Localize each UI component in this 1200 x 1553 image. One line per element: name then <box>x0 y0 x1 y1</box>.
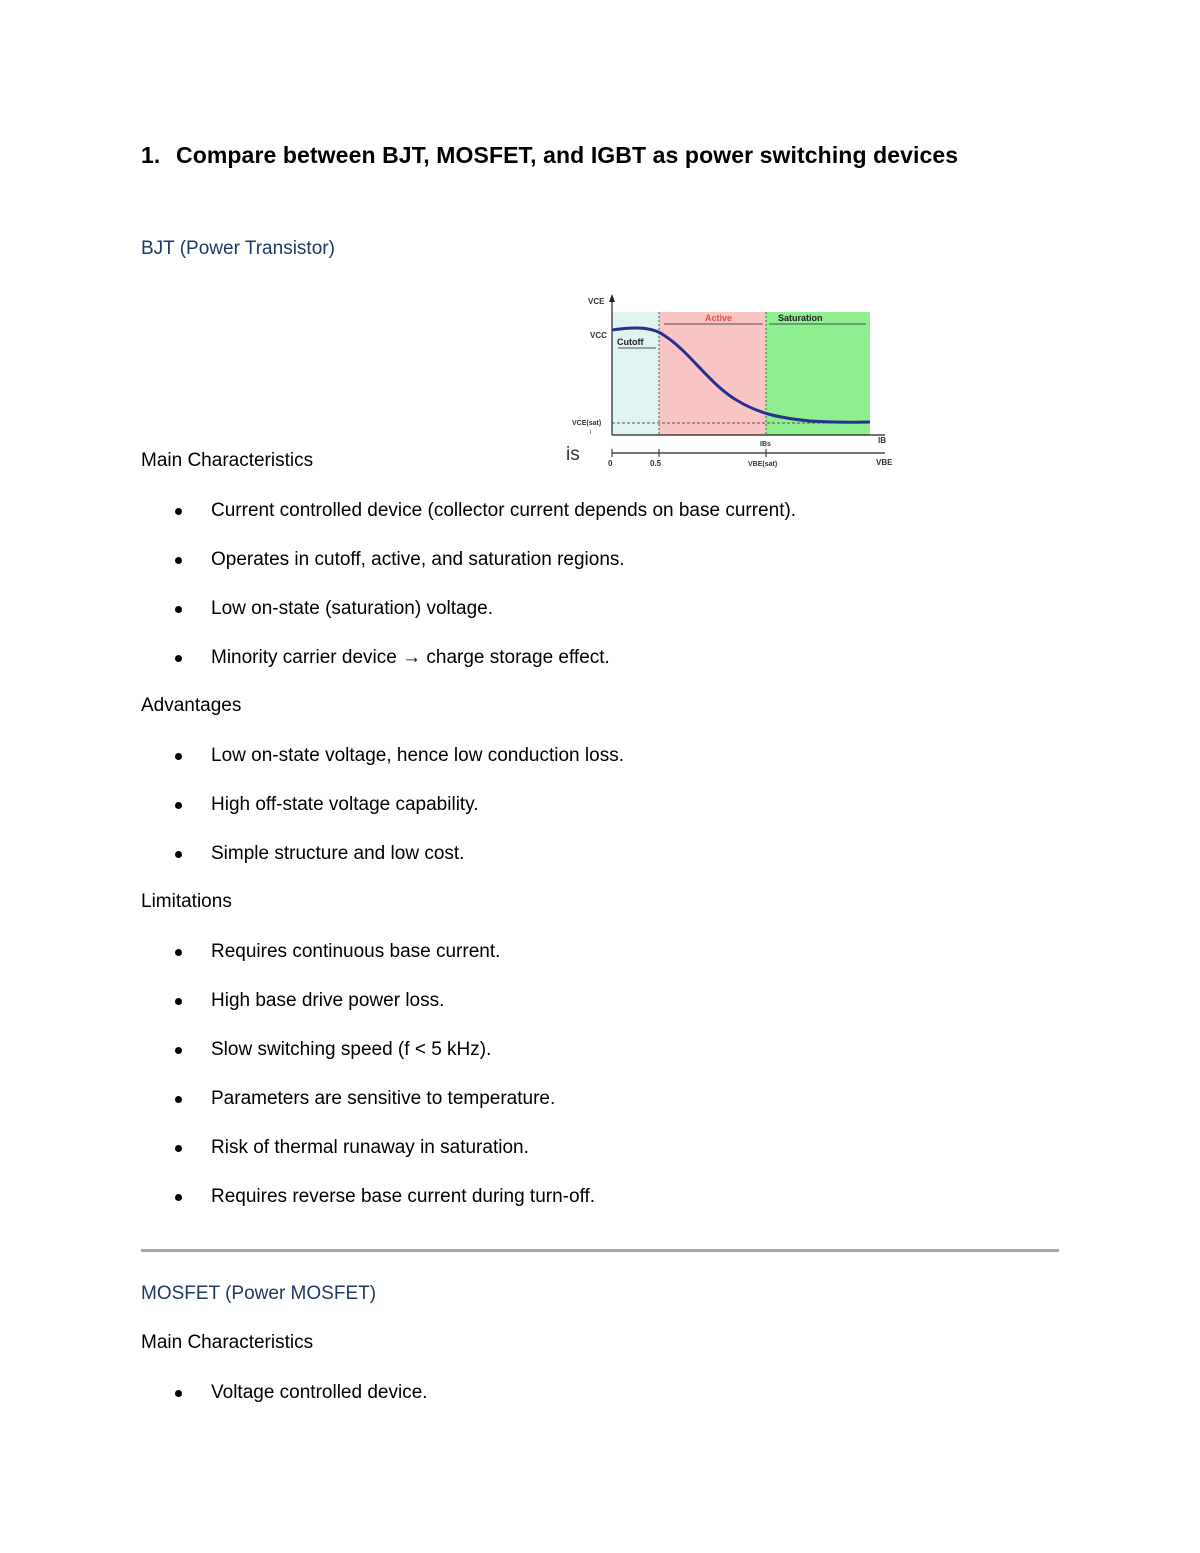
mosfet-main-characteristics-list <box>141 1381 428 1430</box>
list-item: High base drive power loss. <box>141 989 595 1038</box>
vce-axis-label: VCE <box>588 297 605 306</box>
list-item: Voltage controlled device. <box>141 1381 428 1430</box>
active-region <box>659 312 766 435</box>
bjt-advantages-list <box>141 744 624 891</box>
bjt-main-characteristics-list <box>141 499 796 695</box>
bjt-limitations-label: Limitations <box>141 891 232 912</box>
vcc-label: VCC <box>590 331 607 340</box>
list-item: Risk of thermal runaway in saturation. <box>141 1136 595 1185</box>
list-item: Current controlled device (collector current depends on base current). <box>141 499 796 548</box>
list-item: Low on-state voltage, hence low conduction loss. <box>141 744 624 793</box>
bjt-main-characteristics-label: Main Characteristics <box>141 450 314 471</box>
vcesat-label: VCE(sat) <box>572 420 602 427</box>
question-number: 1. <box>141 142 161 168</box>
question-text: Compare between BJT, MOSFET, and IGBT as power switching devices <box>176 142 959 168</box>
cutoff-label: Cutoff <box>617 337 644 347</box>
bjt-heading: BJT (Power Transistor) <box>141 238 335 259</box>
list-item: Operates in cutoff, active, and saturation regions. <box>141 548 796 597</box>
tick-05-label: 0.5 <box>650 459 662 468</box>
list-item: Parameters are sensitive to temperature. <box>141 1087 595 1136</box>
list-item: Low on-state (saturation) voltage. <box>141 597 796 646</box>
saturation-label: Saturation <box>778 313 823 323</box>
tick-0-label: 0 <box>608 459 613 468</box>
bjt-advantages-label: Advantages <box>141 695 242 716</box>
list-item: Minority carrier device → charge storage effect. <box>141 646 796 695</box>
figure-is-label: is <box>566 444 580 465</box>
section-divider <box>141 1249 1059 1252</box>
ib-axis-label: IB <box>878 436 886 445</box>
list-item: Simple structure and low cost. <box>141 842 624 891</box>
active-label: Active <box>705 313 733 323</box>
list-item: Requires reverse base current during turn-off. <box>141 1185 595 1234</box>
ibs-label: IBs <box>760 441 771 448</box>
list-item: Requires continuous base current. <box>141 940 595 989</box>
question-title <box>141 142 958 169</box>
vcesat-suffix: l <box>590 430 592 436</box>
bjt-characteristics-figure <box>560 290 900 470</box>
vbe-axis-label: VBE <box>876 458 893 467</box>
list-item: High off-state voltage capability. <box>141 793 624 842</box>
list-item: Slow switching speed (f < 5 kHz). <box>141 1038 595 1087</box>
bjt-limitations-list <box>141 940 595 1234</box>
mosfet-main-characteristics-label: Main Characteristics <box>141 1332 314 1353</box>
mosfet-heading: MOSFET (Power MOSFET) <box>141 1283 377 1304</box>
y-axis-arrow <box>609 294 615 302</box>
tick-vbesat-label: VBE(sat) <box>748 461 778 468</box>
